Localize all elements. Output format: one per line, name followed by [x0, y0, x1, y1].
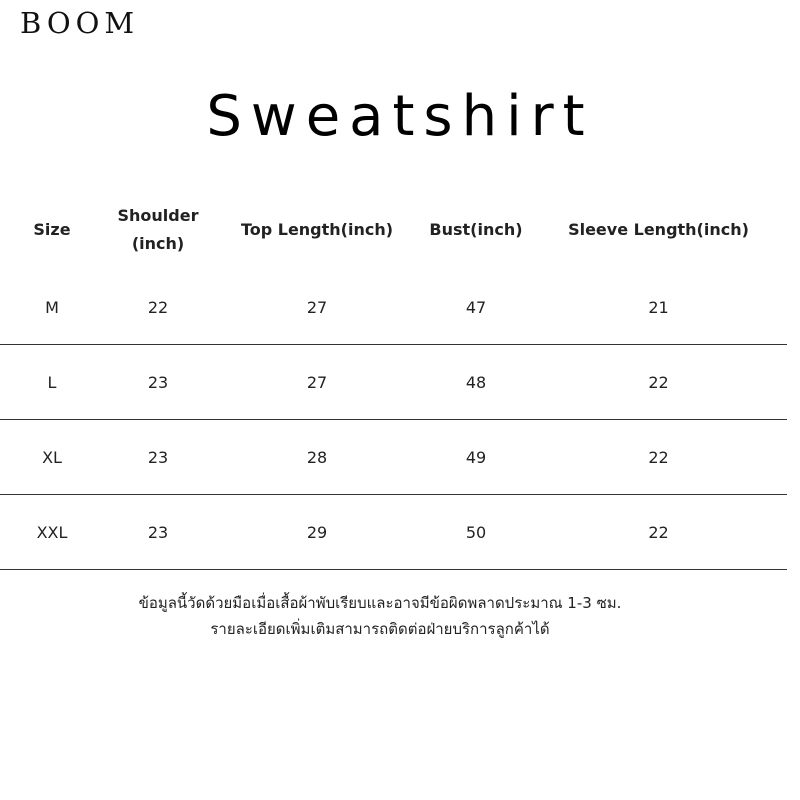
cell-top-length: 27: [306, 297, 328, 317]
brand-logo: BOOM: [20, 6, 140, 40]
table-row: [0, 270, 787, 345]
header-size: Size: [33, 220, 71, 239]
cell-bust: 49: [465, 447, 487, 467]
cell-bust: 50: [465, 522, 487, 542]
cell-sleeve-length: 21: [648, 297, 669, 317]
page-title: Sweatshirt: [206, 84, 594, 149]
table-row: [0, 495, 787, 570]
cell-shoulder: 23: [147, 447, 169, 467]
header-sleeve-length: Sleeve Length(inch): [568, 220, 749, 239]
cell-bust: 47: [465, 297, 487, 317]
header-top-length: Top Length(inch): [240, 220, 394, 239]
header-bust: Bust(inch): [429, 220, 523, 239]
header-shoulder: [104, 202, 212, 258]
cell-shoulder: 23: [147, 522, 169, 542]
cell-bust: 48: [465, 372, 487, 392]
cell-top-length: 29: [306, 522, 328, 542]
cell-shoulder: 23: [147, 372, 169, 392]
cell-size: M: [45, 297, 59, 317]
table-header-row: [0, 190, 787, 270]
size-table: [0, 190, 787, 570]
note-line-1: ข้อมูลนี้วัดด้วยมือเมื่อเสื้อผ้าพับเรียบและอาจมีข้อผิดพลาดประมาณ 1-3 ซม.: [138, 594, 622, 612]
table-row: [0, 420, 787, 495]
cell-sleeve-length: 22: [648, 522, 669, 542]
note-line-2: รายละเอียดเพิ่มเติมสามารถติดต่อฝ่ายบริการลูกค้าได้: [210, 620, 550, 638]
table-row: [0, 345, 787, 420]
cell-sleeve-length: 22: [648, 372, 669, 392]
cell-size: L: [47, 372, 57, 392]
header-shoulder-line2: (inch): [131, 234, 185, 253]
cell-size: XL: [42, 447, 62, 467]
cell-top-length: 28: [306, 447, 328, 467]
cell-sleeve-length: 22: [648, 447, 669, 467]
measurement-note: [0, 590, 760, 642]
header-shoulder-line1: Shoulder: [117, 206, 199, 225]
cell-shoulder: 22: [147, 297, 169, 317]
cell-size: XXL: [36, 522, 68, 542]
cell-top-length: 27: [306, 372, 328, 392]
